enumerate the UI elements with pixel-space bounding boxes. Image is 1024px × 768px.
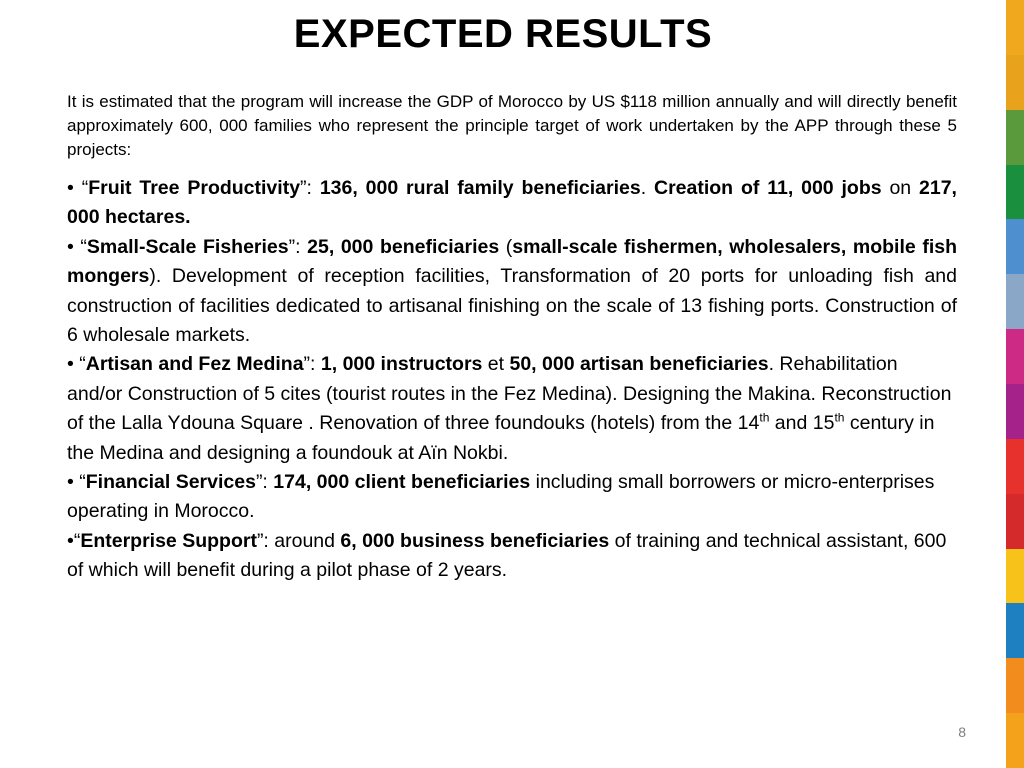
project-name: Artisan and Fez Medina bbox=[85, 353, 304, 376]
stripe-segment bbox=[1006, 274, 1024, 329]
stripe-segment bbox=[1006, 549, 1024, 604]
stripe-segment bbox=[1006, 329, 1024, 384]
stripe-segment bbox=[1006, 603, 1024, 658]
stripe-segment bbox=[1006, 110, 1024, 165]
stripe-segment bbox=[1006, 384, 1024, 439]
stripe-segment bbox=[1006, 165, 1024, 220]
intro-paragraph: It is estimated that the program will increase the GDP of Morocco by US $118 million annually and will directly benefit approximately 600, 000 families who represent the principle target of work undertaken by the APP through these 5 projects: bbox=[67, 92, 957, 159]
stripe-segment bbox=[1006, 439, 1024, 494]
bullet-fruit-tree: • “Fruit Tree Productivity”: 136, 000 rural family beneficiaries. Creation of 11, 000 jobs on 217, 000 hectares. bbox=[67, 177, 957, 229]
page-number: 8 bbox=[958, 724, 966, 740]
project-bullet-list bbox=[67, 174, 957, 586]
bullet-fisheries: • “Small-Scale Fisheries”: 25, 000 beneficiaries (small-scale fishermen, wholesalers, mobile fish mongers). Development of reception facilities, Transformation of 20 ports for unloading fish and construction of facilities dedicated to artisanal finishing on the scale of 13 fishing ports. Construction of 6 wholesale markets. bbox=[67, 235, 957, 347]
stripe-segment bbox=[1006, 494, 1024, 549]
stripe-segment bbox=[1006, 658, 1024, 713]
stripe-segment bbox=[1006, 219, 1024, 274]
stripe-segment bbox=[1006, 55, 1024, 110]
project-name: Financial Services bbox=[85, 471, 256, 494]
project-name: Small-Scale Fisheries bbox=[86, 235, 289, 258]
bullet-financial-services: • “Financial Services”: 174, 000 client beneficiaries including small borrowers or micro-enterprises operating in Morocco. bbox=[67, 471, 935, 523]
project-name: Fruit Tree Productivity bbox=[88, 177, 301, 199]
project-name: Enterprise Support bbox=[80, 529, 257, 552]
color-stripe-decoration bbox=[1006, 0, 1024, 768]
slide-title: EXPECTED RESULTS bbox=[293, 12, 713, 56]
bullet-enterprise-support: •“Enterprise Support”: around 6, 000 business beneficiaries of training and technical assistant, 600 of which will benefit during a pilot phase of 2 years. bbox=[67, 529, 947, 582]
stripe-segment bbox=[1006, 713, 1024, 768]
stripe-segment bbox=[1006, 0, 1024, 55]
bullet-artisan: • “Artisan and Fez Medina”: 1, 000 instructors et 50, 000 artisan beneficiaries. Rehabilitation and/or Construction of 5 cites (tourist routes in the Fez Medina). Designing the Makina. Reconstruction of the Lalla Ydouna Square . Renovation of three foundouks (hotels) from the 14th and 15th century in the Medina and designing a foundouk at Aïn Nokbi. bbox=[67, 353, 952, 464]
